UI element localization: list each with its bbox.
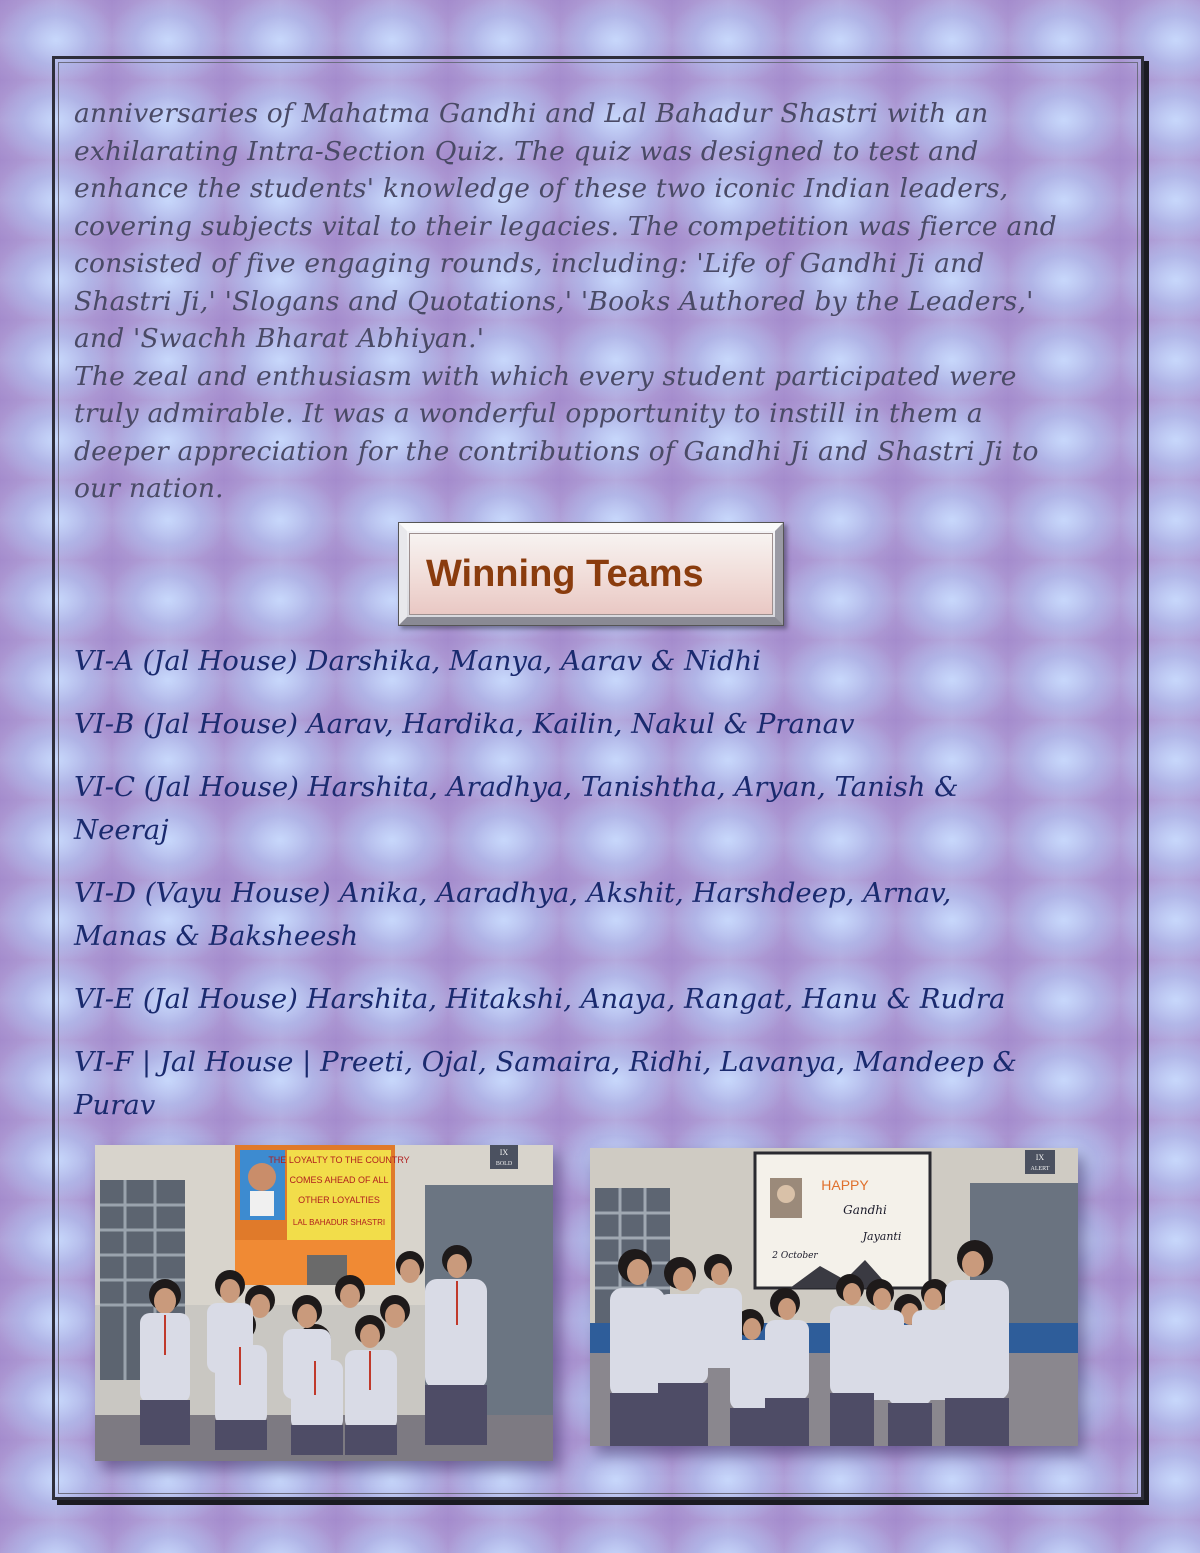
intro-line: deeper appreciation for the contributions of Gandhi Ji and Shastri Ji to [74, 435, 1039, 467]
intro-line: and 'Swachh Bharat Abhiyan.' [74, 323, 485, 354]
intro-line: anniversaries of Mahatma Gandhi and Lal Bahadur Shastri with an [74, 98, 989, 129]
photo-students-gandhi-board [590, 1148, 1078, 1446]
intro-line: exhilarating Intra-Section Quiz. The quiz was designed to test and [74, 135, 979, 167]
banner-title: Winning Teams [426, 552, 704, 595]
team-line: VI-B (Jal House) Aarav, Hardika, Kailin, Nakul & Pranav [74, 708, 855, 740]
poster-text: THE LOYALTY TO THE COUNTRY [268, 1155, 410, 1165]
team-entry-vi-d [74, 872, 1134, 958]
door-sign-text: BOLD [495, 1161, 513, 1167]
intro-line: consisted of five engaging rounds, including: 'Life of Gandhi Ji and [74, 248, 985, 279]
intro-line: covering subjects vital to their legacies. The competition was fierce and [74, 210, 1057, 242]
team-line-continued: Neeraj [74, 814, 169, 846]
banner-face [409, 533, 773, 615]
door-sign-text: IX [499, 1148, 509, 1157]
team-line: VI-F | Jal House | Preeti, Ojal, Samaira, Ridhi, Lavanya, Mandeep & [74, 1046, 1018, 1078]
team-line: VI-A (Jal House) Darshika, Manya, Aarav & Nidhi [74, 645, 762, 677]
team-line-continued: Manas & Baksheesh [74, 920, 359, 952]
poster-text: COMES AHEAD OF ALL [289, 1175, 389, 1185]
team-entry-vi-c [74, 766, 1134, 852]
board-text: Gandhi [843, 1203, 887, 1217]
door-sign-text: ALERT [1030, 1166, 1050, 1172]
board-text: 2 October [772, 1251, 818, 1261]
photo-students-shastri-poster [95, 1145, 553, 1461]
intro-line: truly admirable. It was a wonderful opportunity to instill in them a [74, 398, 983, 429]
intro-paragraph [74, 95, 1134, 508]
photo-1-illustration [95, 1145, 553, 1461]
board-text: Jayanti [862, 1230, 902, 1243]
poster-text: LAL BAHADUR SHASTRI [292, 1218, 386, 1227]
team-entry-vi-a [74, 640, 1134, 683]
team-line: VI-C (Jal House) Harshita, Aradhya, Tanishtha, Aryan, Tanish & [74, 771, 959, 803]
team-line: VI-E (Jal House) Harshita, Hitakshi, Anaya, Rangat, Hanu & Rudra [74, 983, 1006, 1015]
board-text: HAPPY [821, 1177, 869, 1193]
door-sign-text: IX [1035, 1153, 1045, 1162]
team-entry-vi-f [74, 1041, 1134, 1127]
intro-line: Shastri Ji,' 'Slogans and Quotations,' 'Books Authored by the Leaders,' [74, 285, 1034, 317]
team-line-continued: Purav [74, 1089, 156, 1121]
intro-line: our nation. [74, 473, 224, 504]
intro-line: enhance the students' knowledge of these two iconic Indian leaders, [74, 173, 1009, 204]
intro-line: The zeal and enthusiasm with which every student participated were [74, 360, 1017, 392]
team-entry-vi-b [74, 703, 1134, 746]
winning-teams-list [74, 640, 1134, 1147]
poster-text: OTHER LOYALTIES [298, 1195, 380, 1205]
team-line: VI-D (Vayu House) Anika, Aaradhya, Akshit, Harshdeep, Arnav, [74, 877, 952, 909]
winning-teams-banner [398, 522, 784, 626]
team-entry-vi-e [74, 978, 1134, 1021]
photo-2-illustration [590, 1148, 1078, 1446]
